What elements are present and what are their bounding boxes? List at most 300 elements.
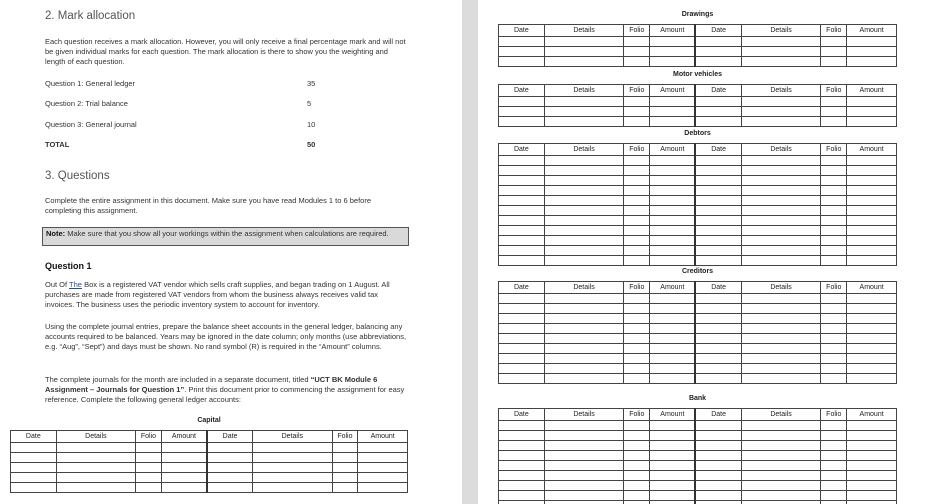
ledger-cell[interactable]: [161, 473, 207, 483]
ledger-cell[interactable]: [544, 186, 624, 196]
ledger-cell[interactable]: [821, 354, 847, 364]
ledger-cell[interactable]: [695, 156, 741, 166]
ledger-cell[interactable]: [847, 236, 897, 246]
ledger-cell[interactable]: [544, 421, 624, 431]
ledger-cell[interactable]: [741, 441, 821, 451]
ledger-cell[interactable]: [624, 166, 650, 176]
ledger-cell[interactable]: [847, 441, 897, 451]
ledger-cell[interactable]: [695, 451, 741, 461]
ledger-cell[interactable]: [847, 374, 897, 384]
ledger-cell[interactable]: [650, 481, 696, 491]
ledger-cell[interactable]: [11, 453, 57, 463]
ledger-cell[interactable]: [821, 374, 847, 384]
ledger-cell[interactable]: [544, 471, 624, 481]
ledger-cell[interactable]: [695, 226, 741, 236]
ledger-cell[interactable]: [624, 431, 650, 441]
ledger-cell[interactable]: [847, 57, 897, 67]
ledger-cell[interactable]: [161, 453, 207, 463]
ledger-cell[interactable]: [695, 364, 741, 374]
ledger-cell[interactable]: [695, 334, 741, 344]
ledger-cell[interactable]: [847, 344, 897, 354]
ledger-cell[interactable]: [741, 216, 821, 226]
ledger-cell[interactable]: [624, 344, 650, 354]
ledger-cell[interactable]: [847, 304, 897, 314]
ledger-cell[interactable]: [544, 246, 624, 256]
ledger-cell[interactable]: [624, 451, 650, 461]
ledger-cell[interactable]: [499, 364, 545, 374]
ledger-cell[interactable]: [544, 481, 624, 491]
ledger-cell[interactable]: [624, 294, 650, 304]
ledger-cell[interactable]: [499, 491, 545, 501]
ledger-cell[interactable]: [499, 304, 545, 314]
ledger-cell[interactable]: [650, 186, 696, 196]
ledger-cell[interactable]: [821, 156, 847, 166]
ledger-cell[interactable]: [695, 186, 741, 196]
ledger-cell[interactable]: [650, 364, 696, 374]
ledger-cell[interactable]: [821, 107, 847, 117]
ledger-cell[interactable]: [847, 97, 897, 107]
ledger-cell[interactable]: [741, 421, 821, 431]
ledger-cell[interactable]: [695, 294, 741, 304]
ledger-cell[interactable]: [624, 117, 650, 127]
ledger-cell[interactable]: [695, 374, 741, 384]
ledger-cell[interactable]: [650, 57, 696, 67]
ledger-cell[interactable]: [695, 491, 741, 501]
ledger-cell[interactable]: [544, 57, 624, 67]
ledger-cell[interactable]: [650, 431, 696, 441]
ledger-cell[interactable]: [544, 354, 624, 364]
ledger-cell[interactable]: [741, 471, 821, 481]
ledger-cell[interactable]: [499, 236, 545, 246]
ledger-cell[interactable]: [847, 314, 897, 324]
ledger-cell[interactable]: [695, 176, 741, 186]
ledger-cell[interactable]: [499, 206, 545, 216]
ledger-cell[interactable]: [741, 304, 821, 314]
ledger-cell[interactable]: [499, 314, 545, 324]
ledger-cell[interactable]: [161, 443, 207, 453]
ledger-cell[interactable]: [544, 324, 624, 334]
ledger-cell[interactable]: [847, 196, 897, 206]
ledger-cell[interactable]: [624, 471, 650, 481]
ledger-cell[interactable]: [650, 451, 696, 461]
ledger-cell[interactable]: [544, 206, 624, 216]
ledger-cell[interactable]: [207, 473, 253, 483]
ledger-cell[interactable]: [624, 196, 650, 206]
ledger-cell[interactable]: [741, 374, 821, 384]
ledger-cell[interactable]: [499, 374, 545, 384]
ledger-cell[interactable]: [695, 166, 741, 176]
ledger-cell[interactable]: [650, 334, 696, 344]
ledger-cell[interactable]: [695, 314, 741, 324]
ledger-cell[interactable]: [544, 314, 624, 324]
ledger-cell[interactable]: [741, 501, 821, 504]
ledger-cell[interactable]: [544, 431, 624, 441]
ledger-cell[interactable]: [847, 354, 897, 364]
ledger-cell[interactable]: [11, 463, 57, 473]
ledger-cell[interactable]: [741, 117, 821, 127]
ledger-cell[interactable]: [136, 453, 162, 463]
ledger-cell[interactable]: [821, 364, 847, 374]
ledger-cell[interactable]: [499, 451, 545, 461]
ledger-cell[interactable]: [650, 294, 696, 304]
ledger-cell[interactable]: [695, 481, 741, 491]
ledger-cell[interactable]: [253, 473, 332, 483]
ledger-cell[interactable]: [821, 334, 847, 344]
ledger-cell[interactable]: [624, 304, 650, 314]
ledger-cell[interactable]: [741, 206, 821, 216]
ledger-cell[interactable]: [847, 294, 897, 304]
ledger-cell[interactable]: [821, 471, 847, 481]
ledger-cell[interactable]: [695, 471, 741, 481]
ledger-cell[interactable]: [544, 256, 624, 266]
ledger-cell[interactable]: [695, 256, 741, 266]
ledger-cell[interactable]: [544, 451, 624, 461]
ledger-cell[interactable]: [56, 453, 135, 463]
ledger-cell[interactable]: [695, 246, 741, 256]
ledger-cell[interactable]: [821, 314, 847, 324]
ledger-cell[interactable]: [499, 117, 545, 127]
ledger-cell[interactable]: [695, 236, 741, 246]
ledger-cell[interactable]: [695, 421, 741, 431]
ledger-cell[interactable]: [136, 473, 162, 483]
ledger-cell[interactable]: [624, 186, 650, 196]
ledger-cell[interactable]: [821, 344, 847, 354]
ledger-cell[interactable]: [741, 481, 821, 491]
ledger-cell[interactable]: [332, 473, 358, 483]
ledger-cell[interactable]: [695, 117, 741, 127]
ledger-cell[interactable]: [544, 344, 624, 354]
ledger-cell[interactable]: [847, 246, 897, 256]
ledger-cell[interactable]: [499, 481, 545, 491]
ledger-cell[interactable]: [650, 246, 696, 256]
ledger-cell[interactable]: [332, 463, 358, 473]
ledger-cell[interactable]: [741, 37, 821, 47]
ledger-cell[interactable]: [499, 334, 545, 344]
ledger-cell[interactable]: [741, 314, 821, 324]
ledger-cell[interactable]: [741, 97, 821, 107]
ledger-cell[interactable]: [624, 216, 650, 226]
ledger-cell[interactable]: [499, 294, 545, 304]
ledger-cell[interactable]: [499, 461, 545, 471]
ledger-cell[interactable]: [624, 246, 650, 256]
ledger-cell[interactable]: [821, 236, 847, 246]
ledger-cell[interactable]: [499, 501, 545, 504]
ledger-cell[interactable]: [207, 443, 253, 453]
ledger-cell[interactable]: [741, 156, 821, 166]
ledger-cell[interactable]: [544, 216, 624, 226]
ledger-cell[interactable]: [624, 491, 650, 501]
ledger-cell[interactable]: [695, 37, 741, 47]
ledger-cell[interactable]: [847, 334, 897, 344]
ledger-cell[interactable]: [499, 431, 545, 441]
ledger-cell[interactable]: [821, 304, 847, 314]
ledger-cell[interactable]: [650, 226, 696, 236]
ledger-cell[interactable]: [544, 501, 624, 504]
ledger-cell[interactable]: [499, 57, 545, 67]
ledger-cell[interactable]: [650, 196, 696, 206]
ledger-cell[interactable]: [821, 216, 847, 226]
ledger-cell[interactable]: [821, 461, 847, 471]
ledger-cell[interactable]: [847, 471, 897, 481]
ledger-cell[interactable]: [821, 501, 847, 504]
ledger-cell[interactable]: [821, 37, 847, 47]
ledger-cell[interactable]: [499, 216, 545, 226]
ledger-cell[interactable]: [624, 37, 650, 47]
ledger-cell[interactable]: [544, 304, 624, 314]
ledger-cell[interactable]: [821, 186, 847, 196]
ledger-cell[interactable]: [253, 443, 332, 453]
ledger-cell[interactable]: [821, 421, 847, 431]
ledger-cell[interactable]: [544, 461, 624, 471]
ledger-cell[interactable]: [136, 483, 162, 493]
ledger-cell[interactable]: [821, 97, 847, 107]
ledger-cell[interactable]: [847, 47, 897, 57]
ledger-cell[interactable]: [650, 166, 696, 176]
ledger-cell[interactable]: [161, 463, 207, 473]
ledger-cell[interactable]: [741, 57, 821, 67]
ledger-cell[interactable]: [695, 441, 741, 451]
ledger-cell[interactable]: [358, 483, 408, 493]
ledger-cell[interactable]: [624, 256, 650, 266]
ledger-cell[interactable]: [741, 236, 821, 246]
ledger-cell[interactable]: [11, 443, 57, 453]
ledger-cell[interactable]: [207, 453, 253, 463]
ledger-cell[interactable]: [741, 166, 821, 176]
ledger-cell[interactable]: [499, 256, 545, 266]
ledger-cell[interactable]: [741, 47, 821, 57]
ledger-cell[interactable]: [544, 226, 624, 236]
ledger-cell[interactable]: [741, 431, 821, 441]
ledger-cell[interactable]: [499, 196, 545, 206]
ledger-cell[interactable]: [650, 461, 696, 471]
ledger-cell[interactable]: [847, 481, 897, 491]
ledger-cell[interactable]: [695, 461, 741, 471]
ledger-cell[interactable]: [624, 206, 650, 216]
ledger-cell[interactable]: [624, 334, 650, 344]
ledger-cell[interactable]: [847, 216, 897, 226]
ledger-cell[interactable]: [332, 443, 358, 453]
ledger-cell[interactable]: [695, 206, 741, 216]
ledger-cell[interactable]: [544, 117, 624, 127]
ledger-cell[interactable]: [741, 491, 821, 501]
ledger-cell[interactable]: [821, 256, 847, 266]
ledger-cell[interactable]: [821, 176, 847, 186]
ledger-cell[interactable]: [847, 501, 897, 504]
ledger-cell[interactable]: [56, 463, 135, 473]
ledger-cell[interactable]: [650, 117, 696, 127]
ledger-cell[interactable]: [624, 501, 650, 504]
ledger-cell[interactable]: [499, 186, 545, 196]
ledger-cell[interactable]: [624, 226, 650, 236]
ledger-cell[interactable]: [847, 431, 897, 441]
ledger-cell[interactable]: [695, 107, 741, 117]
ledger-cell[interactable]: [650, 107, 696, 117]
ledger-cell[interactable]: [741, 246, 821, 256]
ledger-cell[interactable]: [741, 354, 821, 364]
ledger-cell[interactable]: [161, 483, 207, 493]
ledger-cell[interactable]: [207, 463, 253, 473]
ledger-cell[interactable]: [624, 364, 650, 374]
ledger-cell[interactable]: [741, 344, 821, 354]
ledger-cell[interactable]: [544, 176, 624, 186]
ledger-cell[interactable]: [741, 461, 821, 471]
ledger-cell[interactable]: [650, 206, 696, 216]
ledger-cell[interactable]: [650, 47, 696, 57]
ledger-cell[interactable]: [695, 216, 741, 226]
ledger-cell[interactable]: [650, 216, 696, 226]
ledger-cell[interactable]: [821, 481, 847, 491]
ledger-cell[interactable]: [847, 206, 897, 216]
ledger-cell[interactable]: [847, 421, 897, 431]
ledger-cell[interactable]: [544, 97, 624, 107]
ledger-cell[interactable]: [650, 304, 696, 314]
ledger-cell[interactable]: [499, 246, 545, 256]
ledger-cell[interactable]: [544, 37, 624, 47]
ledger-cell[interactable]: [695, 354, 741, 364]
ledger-cell[interactable]: [499, 421, 545, 431]
ledger-cell[interactable]: [499, 441, 545, 451]
ledger-cell[interactable]: [624, 374, 650, 384]
ledger-cell[interactable]: [499, 324, 545, 334]
ledger-cell[interactable]: [847, 117, 897, 127]
ledger-cell[interactable]: [253, 483, 332, 493]
ledger-cell[interactable]: [544, 196, 624, 206]
ledger-cell[interactable]: [821, 294, 847, 304]
ledger-cell[interactable]: [741, 226, 821, 236]
ledger-cell[interactable]: [847, 491, 897, 501]
ledger-cell[interactable]: [847, 37, 897, 47]
ledger-cell[interactable]: [695, 344, 741, 354]
ledger-cell[interactable]: [624, 176, 650, 186]
ledger-cell[interactable]: [544, 294, 624, 304]
ledger-cell[interactable]: [695, 196, 741, 206]
ledger-cell[interactable]: [358, 473, 408, 483]
ledger-cell[interactable]: [624, 314, 650, 324]
ledger-cell[interactable]: [821, 246, 847, 256]
ledger-cell[interactable]: [650, 354, 696, 364]
ledger-cell[interactable]: [650, 471, 696, 481]
ledger-cell[interactable]: [741, 364, 821, 374]
ledger-cell[interactable]: [650, 37, 696, 47]
ledger-cell[interactable]: [821, 196, 847, 206]
ledger-cell[interactable]: [136, 443, 162, 453]
ledger-cell[interactable]: [650, 491, 696, 501]
ledger-cell[interactable]: [544, 166, 624, 176]
ledger-cell[interactable]: [847, 176, 897, 186]
ledger-cell[interactable]: [741, 294, 821, 304]
ledger-cell[interactable]: [624, 57, 650, 67]
ledger-cell[interactable]: [650, 374, 696, 384]
ledger-cell[interactable]: [624, 47, 650, 57]
ledger-cell[interactable]: [499, 226, 545, 236]
ledger-cell[interactable]: [544, 374, 624, 384]
ledger-cell[interactable]: [624, 441, 650, 451]
ledger-cell[interactable]: [847, 186, 897, 196]
ledger-cell[interactable]: [741, 196, 821, 206]
ledger-cell[interactable]: [499, 107, 545, 117]
ledger-cell[interactable]: [821, 324, 847, 334]
ledger-cell[interactable]: [650, 501, 696, 504]
ledger-cell[interactable]: [499, 176, 545, 186]
ledger-cell[interactable]: [741, 107, 821, 117]
ledger-cell[interactable]: [695, 57, 741, 67]
ledger-cell[interactable]: [695, 47, 741, 57]
ledger-cell[interactable]: [499, 344, 545, 354]
ledger-cell[interactable]: [544, 107, 624, 117]
ledger-cell[interactable]: [650, 176, 696, 186]
ledger-cell[interactable]: [624, 107, 650, 117]
ledger-cell[interactable]: [650, 421, 696, 431]
ledger-cell[interactable]: [499, 166, 545, 176]
ledger-cell[interactable]: [624, 421, 650, 431]
ledger-cell[interactable]: [499, 47, 545, 57]
ledger-cell[interactable]: [821, 441, 847, 451]
ledger-cell[interactable]: [207, 483, 253, 493]
ledger-cell[interactable]: [741, 176, 821, 186]
ledger-cell[interactable]: [624, 481, 650, 491]
ledger-cell[interactable]: [544, 491, 624, 501]
ledger-cell[interactable]: [821, 57, 847, 67]
ledger-cell[interactable]: [821, 117, 847, 127]
ledger-cell[interactable]: [650, 97, 696, 107]
ledger-cell[interactable]: [741, 186, 821, 196]
ledger-cell[interactable]: [847, 461, 897, 471]
ledger-cell[interactable]: [544, 47, 624, 57]
ledger-cell[interactable]: [332, 453, 358, 463]
ledger-cell[interactable]: [56, 443, 135, 453]
ledger-cell[interactable]: [741, 324, 821, 334]
ledger-cell[interactable]: [695, 431, 741, 441]
ledger-cell[interactable]: [847, 256, 897, 266]
ledger-cell[interactable]: [358, 463, 408, 473]
ledger-cell[interactable]: [56, 473, 135, 483]
ledger-cell[interactable]: [741, 451, 821, 461]
ledger-cell[interactable]: [821, 491, 847, 501]
ledger-cell[interactable]: [11, 473, 57, 483]
ledger-cell[interactable]: [821, 226, 847, 236]
ledger-cell[interactable]: [499, 156, 545, 166]
ledger-cell[interactable]: [847, 324, 897, 334]
ledger-cell[interactable]: [847, 156, 897, 166]
ledger-cell[interactable]: [821, 431, 847, 441]
ledger-cell[interactable]: [650, 256, 696, 266]
ledger-cell[interactable]: [821, 166, 847, 176]
ledger-cell[interactable]: [695, 501, 741, 504]
ledger-cell[interactable]: [847, 166, 897, 176]
ledger-cell[interactable]: [624, 236, 650, 246]
ledger-cell[interactable]: [847, 107, 897, 117]
ledger-cell[interactable]: [695, 97, 741, 107]
ledger-cell[interactable]: [695, 324, 741, 334]
ledger-cell[interactable]: [741, 256, 821, 266]
ledger-cell[interactable]: [136, 463, 162, 473]
ledger-cell[interactable]: [624, 156, 650, 166]
ledger-cell[interactable]: [695, 304, 741, 314]
ledger-cell[interactable]: [847, 451, 897, 461]
ledger-cell[interactable]: [499, 97, 545, 107]
ledger-cell[interactable]: [253, 463, 332, 473]
ledger-cell[interactable]: [544, 156, 624, 166]
ledger-cell[interactable]: [544, 236, 624, 246]
ledger-cell[interactable]: [624, 461, 650, 471]
ledger-cell[interactable]: [847, 226, 897, 236]
ledger-cell[interactable]: [650, 344, 696, 354]
ledger-cell[interactable]: [358, 453, 408, 463]
ledger-cell[interactable]: [253, 453, 332, 463]
ledger-cell[interactable]: [332, 483, 358, 493]
ledger-cell[interactable]: [847, 364, 897, 374]
ledger-cell[interactable]: [650, 324, 696, 334]
